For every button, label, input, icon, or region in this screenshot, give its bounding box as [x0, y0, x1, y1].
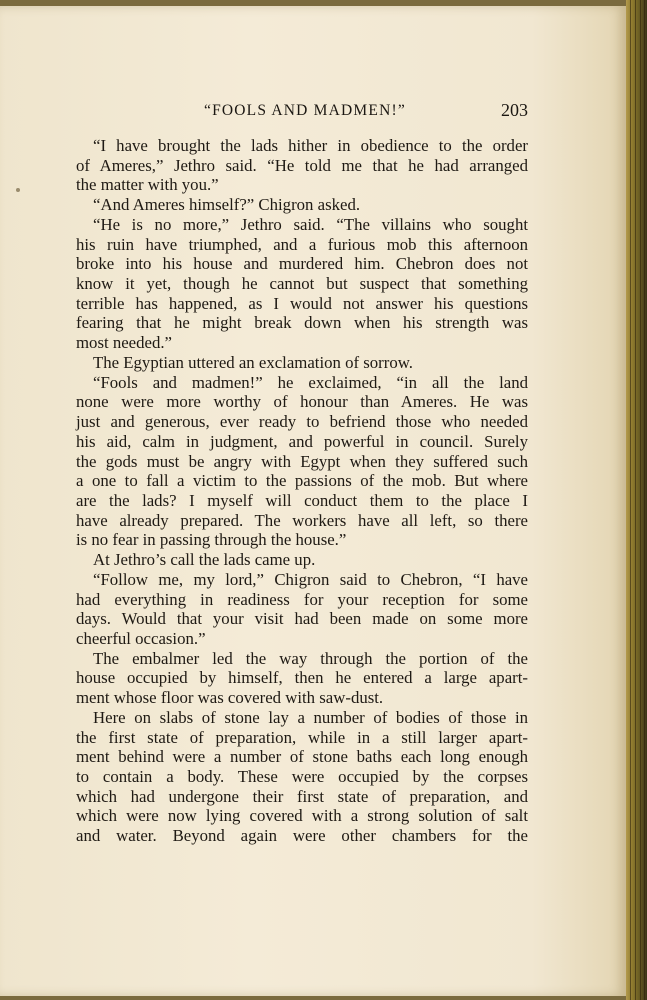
body-text — [76, 136, 528, 846]
text-line: “He is no more,” Jethro said. “The villains who sought — [93, 214, 528, 234]
text-line: “And Ameres himself?” Chigron asked. — [93, 195, 361, 215]
text-line: At Jethro’s call the lads came up. — [93, 550, 316, 570]
text-line: terrible has happened, as I would not answer his questions — [76, 293, 528, 313]
text-line: days. Would that your visit had been made on some more — [76, 609, 528, 629]
text-line: Here on slabs of stone lay a number of bodies of those in — [93, 707, 528, 727]
text-line: The embalmer led the way through the portion of the — [93, 648, 528, 668]
text-line: ment behind were a number of stone baths each long enough — [76, 747, 528, 767]
text-line: The Egyptian uttered an exclamation of sorrow. — [93, 352, 413, 372]
text-line: which were now lying covered with a strong solution of salt — [76, 806, 528, 826]
text-line: a one to fall a victim to the passions of the mob. But where — [76, 471, 528, 491]
text-line: the matter with you.” — [76, 175, 219, 195]
text-line: of Ameres,” Jethro said. “He told me that he had arranged — [76, 155, 528, 175]
text-line: “Follow me, my lord,” Chigron said to Chebron, “I have — [93, 569, 528, 589]
text-line: are the lads? I myself will conduct them to the place I — [76, 490, 528, 510]
page-edge — [626, 0, 647, 1000]
text-line: is no fear in passing through the house.” — [76, 530, 347, 550]
text-line: ment whose floor was covered with saw-dust. — [76, 688, 384, 708]
text-line: “I have brought the lads hither in obedience to the order — [93, 136, 528, 155]
text-line: cheerful occasion.” — [76, 628, 206, 648]
text-line: house occupied by himself, then he entered a large apart- — [76, 668, 528, 688]
page-number: 203 — [501, 100, 528, 120]
text-line: had everything in readiness for your reception for some — [76, 589, 528, 609]
text-line: have already prepared. The workers have all left, so there — [76, 510, 528, 530]
text-line: the first state of preparation, while in a still larger apart- — [76, 727, 528, 747]
text-line: his ruin have triumphed, and a furious mob this afternoon — [76, 234, 528, 254]
paper-spot — [16, 188, 20, 192]
text-line: the gods must be angry with Egypt when they suffered such — [76, 451, 528, 471]
text-line: know it yet, though he cannot but suspect that something — [76, 274, 528, 294]
page-header — [76, 102, 528, 126]
text-line: and water. Beyond again were other chambers for the — [76, 826, 528, 846]
text-line: his aid, calm in judgment, and powerful in council. Surely — [76, 431, 528, 451]
text-line: broke into his house and murdered him. Chebron does not — [76, 254, 528, 274]
text-line: most needed.” — [76, 333, 172, 353]
text-line: to contain a body. These were occupied by the corpses — [76, 767, 528, 786]
text-line: “Fools and madmen!” he exclaimed, “in all the land — [93, 372, 528, 392]
page-leaf — [0, 6, 626, 996]
text-line: none were more worthy of honour than Ameres. He was — [76, 392, 528, 412]
text-line: which had undergone their first state of preparation, and — [76, 786, 528, 806]
text-line: fearing that he might break down when his strength was — [76, 313, 528, 333]
running-head: “FOOLS AND MADMEN!” — [204, 102, 406, 119]
text-line: just and generous, ever ready to befriend those who needed — [76, 412, 528, 432]
